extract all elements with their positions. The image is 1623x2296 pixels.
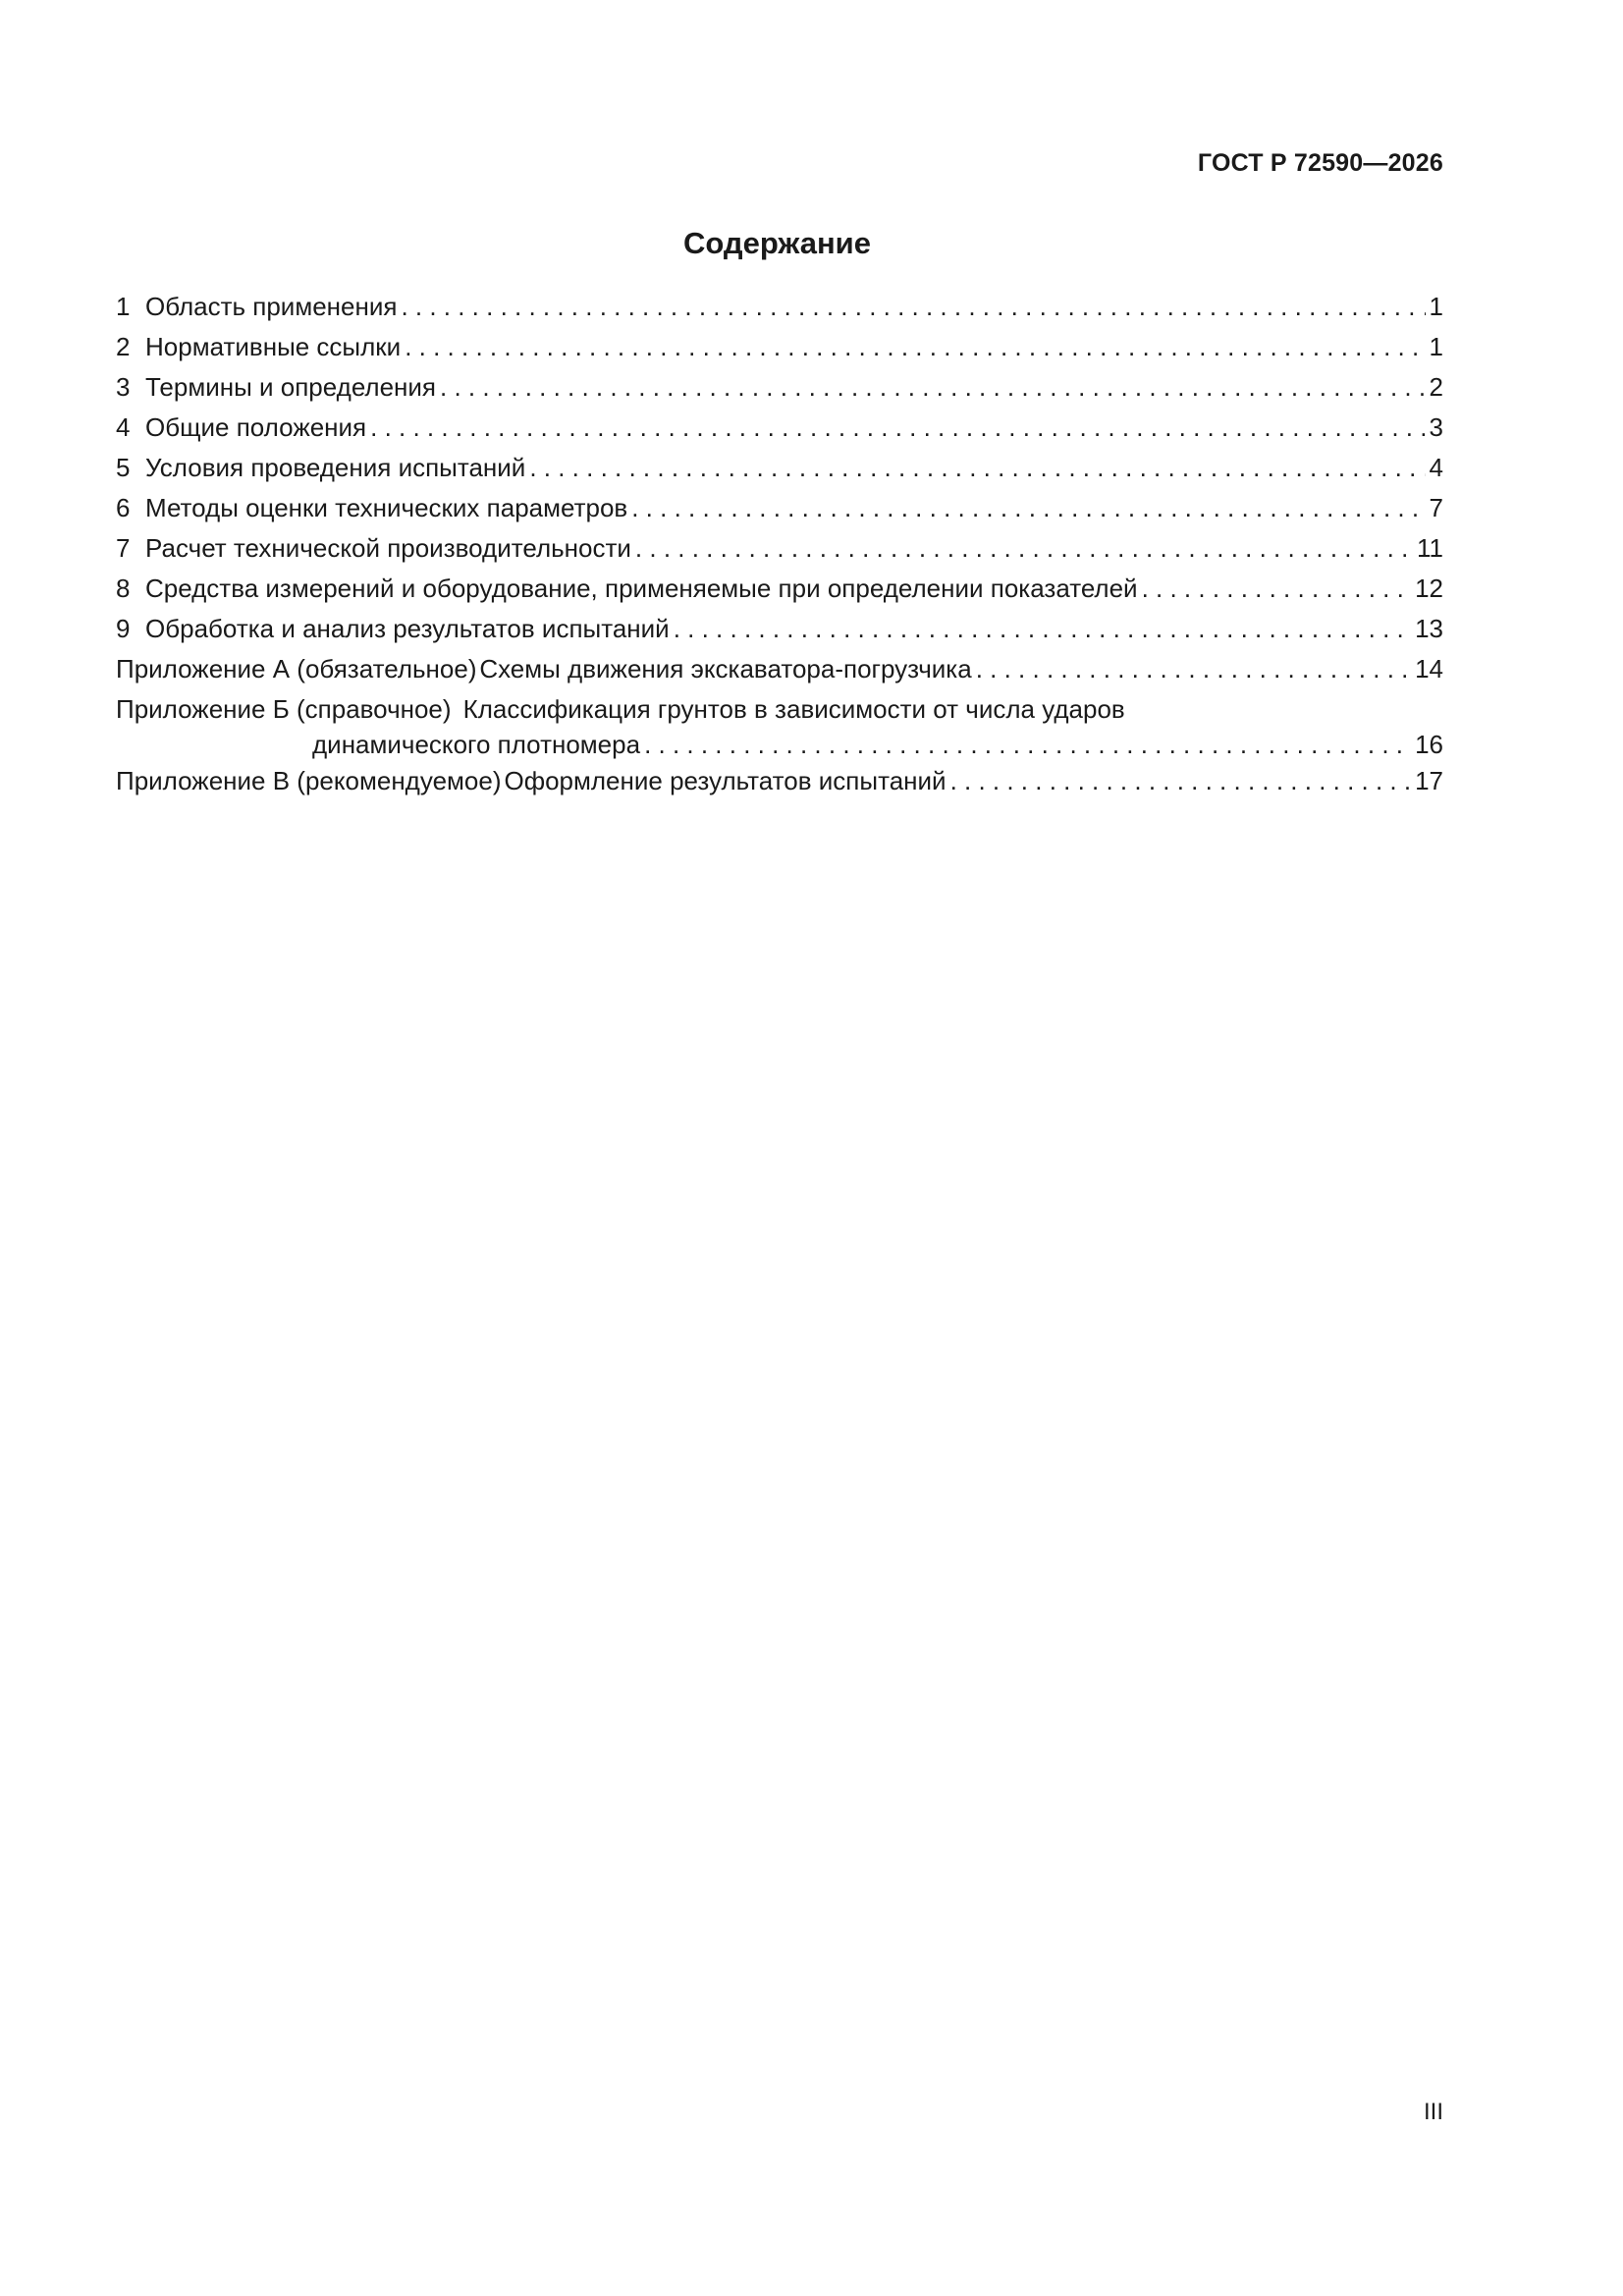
toc-entry-page: 4 [1429, 453, 1443, 482]
toc-entry[interactable] [116, 609, 1443, 649]
toc-entry-label: Область применения [145, 292, 398, 321]
toc-entry-number: 7 [116, 533, 131, 563]
dot-leader [674, 609, 1411, 649]
toc-entry[interactable] [116, 528, 1443, 569]
toc-entry-label: Условия проведения испытаний [145, 453, 526, 482]
toc-entry-label: Методы оценки технических параметров [145, 493, 628, 522]
appendix-prefix: Приложение Б (справочное) [116, 694, 452, 724]
toc-entry-page: 1 [1429, 292, 1443, 321]
dot-leader [644, 725, 1411, 765]
toc-entry[interactable] [116, 408, 1443, 448]
toc-entry-page: 16 [1415, 730, 1443, 759]
dot-leader [370, 408, 1425, 448]
page-number: III [1423, 2099, 1443, 2125]
dot-leader [405, 327, 1425, 367]
toc-entry-page: 13 [1415, 614, 1443, 643]
toc-appendix-entry[interactable] [116, 649, 1443, 689]
dot-leader [440, 367, 1426, 408]
toc-entry-number: 4 [116, 412, 131, 442]
appendix-title: Классификация грунтов в зависимости от числа ударов [462, 694, 1125, 724]
toc-entry-page: 2 [1429, 372, 1443, 402]
toc-entry-number: 3 [116, 372, 131, 402]
toc-entry[interactable] [116, 488, 1443, 528]
toc-entry-number: 5 [116, 453, 131, 482]
toc-entry-number: 1 [116, 292, 131, 321]
toc-entry-label: Расчет технической производительности [145, 533, 631, 563]
toc-entry-label: Общие положения [145, 412, 367, 442]
toc-entry[interactable] [116, 287, 1443, 327]
appendix-prefix: Приложение В (рекомендуемое) [116, 766, 502, 795]
appendix-title-continuation: динамического плотномера [312, 730, 641, 759]
toc-entry-page: 3 [1429, 412, 1443, 442]
dot-leader [401, 287, 1425, 327]
toc-entry-label: Термины и определения [145, 372, 437, 402]
toc-entry[interactable] [116, 327, 1443, 367]
dot-leader [1142, 569, 1412, 609]
toc-appendix-entry[interactable] [116, 689, 1443, 761]
toc-entry-page: 11 [1417, 533, 1443, 563]
toc-entry-label: Средства измерений и оборудование, применяемые при определении показателей [145, 574, 1138, 603]
toc-entry-number: 6 [116, 493, 131, 522]
dot-leader [950, 761, 1412, 801]
toc-title: Содержание [683, 226, 871, 260]
appendix-title: Оформление результатов испытаний [504, 766, 947, 795]
toc-appendix-entry[interactable] [116, 761, 1443, 801]
appendix-prefix: Приложение А (обязательное) [116, 654, 477, 683]
document-code: ГОСТ Р 72590—2026 [1197, 149, 1443, 177]
toc-entry-number: 8 [116, 574, 131, 603]
toc-entry-page: 17 [1415, 766, 1443, 795]
toc-entry-page: 1 [1429, 332, 1443, 361]
appendix-title: Схемы движения экскаватора-погрузчика [479, 654, 972, 683]
dot-leader [976, 649, 1411, 689]
toc-entry-page: 7 [1429, 493, 1443, 522]
toc-entry-label: Нормативные ссылки [145, 332, 402, 361]
dot-leader [635, 528, 1413, 569]
toc-entry-number: 2 [116, 332, 131, 361]
toc-entry-label: Обработка и анализ результатов испытаний [145, 614, 670, 643]
toc-entry-number: 9 [116, 614, 131, 643]
dot-leader [529, 448, 1425, 488]
dot-leader [631, 488, 1425, 528]
toc-entry[interactable] [116, 448, 1443, 488]
table-of-contents [116, 287, 1443, 801]
toc-entry[interactable] [116, 569, 1443, 609]
toc-entry-page: 14 [1415, 654, 1443, 683]
toc-entry[interactable] [116, 367, 1443, 408]
toc-entry-page: 12 [1415, 574, 1443, 603]
